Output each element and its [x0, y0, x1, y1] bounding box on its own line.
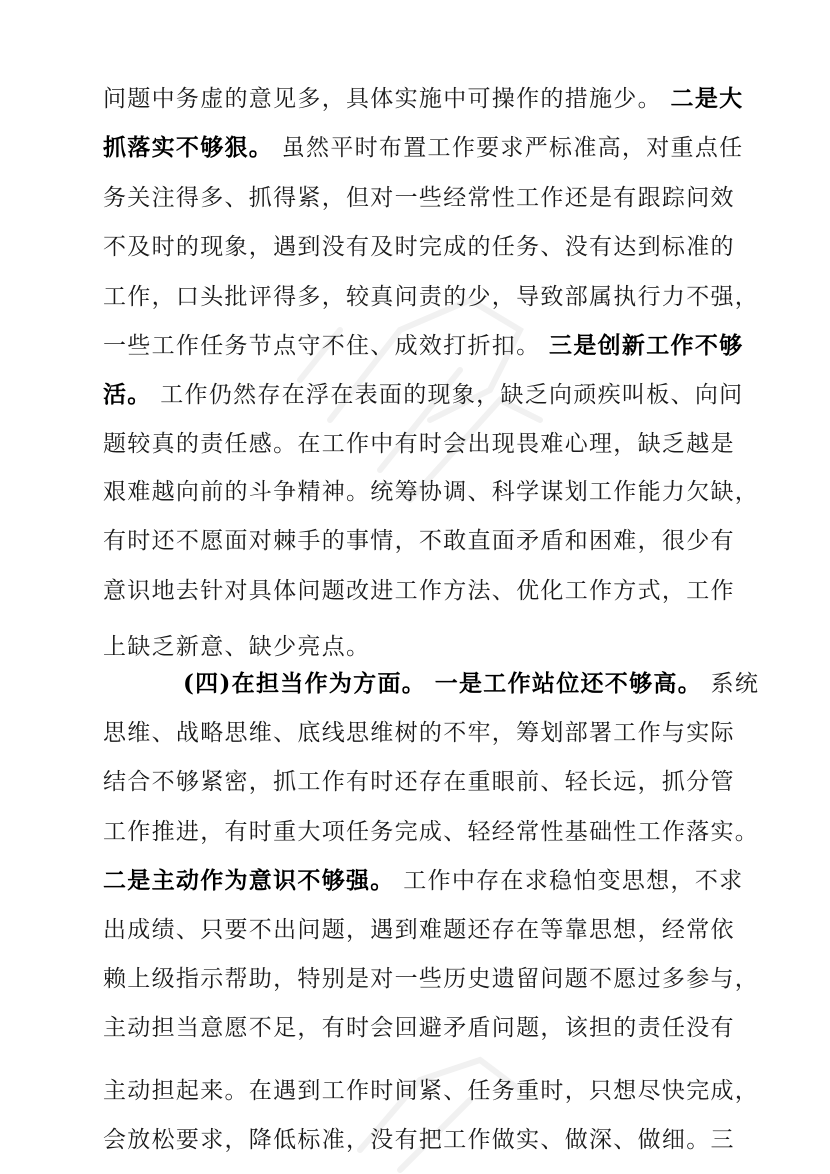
text-segment: 主动担起来。在遇到工作时间紧、任务重时，只想尽快完成，: [103, 1078, 760, 1104]
text-line: [103, 1013, 743, 1043]
text-line: [103, 331, 743, 361]
text-segment: 出成绩、只要不出问题，遇到难题还存在等靠思想，经常依: [103, 917, 735, 943]
bold-text-segment: 二是主动作为意识不够强。: [103, 867, 395, 894]
text-line: [103, 282, 760, 312]
text-segment: 工作中存在求稳怕变思想，不求: [394, 868, 744, 894]
text-line: [103, 1076, 760, 1106]
bold-text-segment: 一是工作站位还不够高。: [434, 670, 703, 697]
text-segment: 工作推进，有时重大项任务完成、轻经常性基础性工作落实。: [103, 819, 760, 845]
text-segment: 意识地去针对具体问题改进工作方法、优化工作方式，工作: [103, 578, 735, 604]
text-line: [103, 526, 743, 556]
text-line: [103, 84, 743, 114]
text-segment: 主动担当意愿不足，有时会回避矛盾问题，该担的责任没有: [103, 1015, 735, 1041]
text-line: [103, 576, 743, 606]
text-segment: 虽然平时布置工作要求严标准高，对重点任: [273, 135, 744, 161]
text-line: [103, 380, 743, 410]
text-segment: 有时还不愿面对棘手的事情，不敢直面矛盾和困难，很少有: [103, 528, 735, 554]
bold-text-segment: 二是大: [670, 85, 744, 112]
text-segment: 一些工作任务节点守不住、成效打折扣。: [103, 333, 550, 359]
text-segment: 思维、战略思维、底线思维树的不牢，筹划部署工作与实际: [103, 720, 735, 746]
text-line: [183, 669, 823, 699]
text-line: [103, 429, 743, 459]
text-line: [103, 183, 743, 213]
text-segment: [426, 671, 435, 697]
text-segment: 题较真的责任感。在工作中有时会出现畏难心理，缺乏越是: [103, 431, 735, 457]
text-line: [103, 866, 743, 896]
text-segment: 上缺乏新意、缺少亮点。: [103, 634, 371, 660]
bold-text-segment: 抓落实不够狠。: [103, 134, 274, 161]
text-segment: 问题中务虚的意见多，具体实施中可操作的措施少。: [103, 86, 671, 112]
text-segment: 结合不够紧密，抓工作有时还存在重眼前、轻长远，抓分管: [103, 769, 735, 795]
text-line: [103, 964, 760, 994]
text-line: [103, 767, 743, 797]
text-segment: 艰难越向前的斗争精神。统筹协调、科学谋划工作能力欠缺，: [103, 479, 760, 505]
text-line: [103, 133, 743, 163]
text-segment: 不及时的现象，遇到没有及时完成的任务、没有达到标准的: [103, 234, 735, 260]
text-segment: 系统: [702, 671, 760, 697]
text-line: [103, 477, 760, 507]
text-line: [103, 718, 743, 748]
text-line: [103, 632, 743, 662]
text-segment: 赖上级指示帮助，特别是对一些历史遗留问题不愿过多参与，: [103, 966, 760, 992]
text-line: [103, 1125, 743, 1155]
text-segment: 务关注得多、抓得紧，但对一些经常性工作还是有跟踪问效: [103, 185, 735, 211]
text-line: [103, 232, 743, 262]
text-line: [103, 817, 760, 847]
bold-text-segment: 三是创新工作不够: [549, 332, 744, 359]
text-segment: 会放松要求，降低标准，没有把工作做实、做深、做细。三: [103, 1127, 735, 1153]
bold-text-segment: 活。: [103, 381, 152, 408]
text-segment: 工作仍然存在浮在表面的现象，缺乏向顽疾叫板、向问: [151, 382, 744, 408]
bold-text-segment: (四)在担当作为方面。: [183, 670, 427, 697]
text-segment: 工作，口头批评得多，较真问责的少，导致部属执行力不强，: [103, 284, 760, 310]
text-line: [103, 915, 743, 945]
